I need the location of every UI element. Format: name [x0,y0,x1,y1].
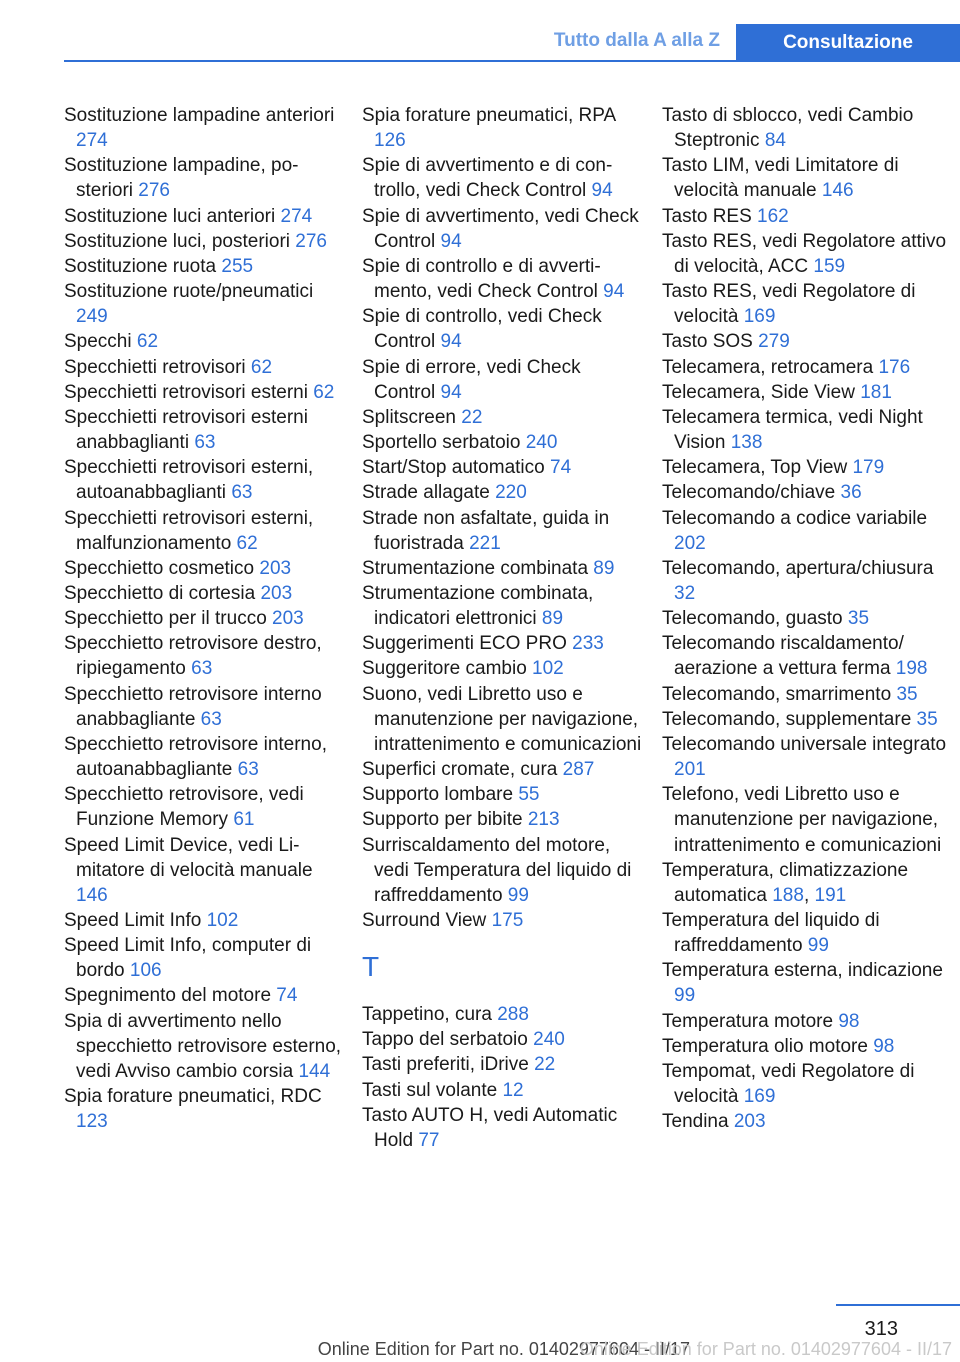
index-entry-text: Supporto per bibite [362,809,523,831]
index-page-link[interactable]: 126 [374,130,406,152]
index-page-link[interactable]: 274 [280,205,313,227]
index-entry [662,153,952,203]
index-entry-text: Telecomando/chiave [662,482,836,504]
index-entry-text: Spie di avvertimento, vedi Check Control [362,205,639,252]
index-page-link[interactable]: 94 [603,281,625,303]
index-entry-text: Sportello serbatoio [362,432,521,454]
index-entry [64,329,346,354]
index-page-link[interactable]: 287 [562,759,595,781]
index-entry-text: Supporto lombare [362,784,514,806]
index-entry-text: Spie di controllo, vedi Check Control [362,306,602,353]
index-entry [362,1103,644,1153]
index-entry [64,983,346,1008]
index-entry [64,103,346,153]
index-page-link[interactable]: 123 [76,1111,108,1133]
index-entry [362,480,644,505]
index-page-link[interactable]: 146 [821,180,854,202]
index-page-link[interactable]: 94 [440,230,462,252]
index-page-link[interactable]: 89 [541,608,564,630]
index-entry-text: Telecamera, Side View [662,381,855,403]
index-page-link[interactable]: 32 [674,582,696,604]
index-entry-text: Specchietti retrovisori esterni, malfunzionamento [64,507,314,554]
index-entry-text: Telecamera, Top View [662,457,848,479]
index-entry [662,455,952,480]
index-entry [64,1009,346,1084]
index-page-link[interactable]: 99 [674,985,696,1007]
index-page-link[interactable]: 77 [418,1129,440,1151]
index-entry-text: Tasti sul volante [362,1079,498,1101]
index-page-link[interactable]: 94 [440,381,462,403]
index-entry-text: Telecomando, guasto [662,608,843,630]
index-entry-text: Start/Stop automatico [362,457,545,479]
index-entry-text: Sostituzione ruota [64,255,217,277]
index-page-link[interactable]: 35 [916,708,938,730]
index-entry [662,480,952,505]
index-entry [64,355,346,380]
index-entry-text: Tasti preferiti, iDrive [362,1054,529,1076]
index-entry [64,908,346,933]
index-entry-text: Spia forature pneumatici, RPA [362,105,616,126]
index-entry [64,229,346,254]
index-page-link[interactable]: 74 [550,457,572,479]
index-entry [362,581,644,631]
index-entry [362,782,644,807]
index-entry [662,329,952,354]
index-entry [64,581,346,606]
index-entry-text: Tasto RES, vedi Regolatore di velocità [662,281,916,328]
index-entry [64,833,346,908]
index-entry [362,204,644,254]
header-tab-label: Consultazione [736,24,960,62]
index-page-link[interactable]: 89 [593,557,615,579]
index-entry [362,254,644,304]
index-entry [362,355,644,405]
index-entry [64,933,346,983]
index-page-link[interactable]: 22 [461,406,483,428]
index-entry-text: Tasto AUTO H, vedi Automatic Hold [362,1104,618,1151]
index-page-link[interactable]: 106 [129,960,162,982]
index-page-link[interactable]: 62 [136,331,159,353]
index-entry [64,405,346,455]
index-entry-text: Tappetino, cura [362,1004,492,1026]
index-page-link[interactable]: 201 [674,759,706,781]
index-entry [662,1009,952,1034]
index-page-link[interactable]: 146 [76,884,108,906]
index-entry-text: Sostituzione ruote/pneumatici [64,281,314,303]
index-page-link[interactable]: 221 [469,532,501,554]
index-page-link[interactable]: 288 [497,1004,529,1026]
index-entry [662,782,952,857]
index-page-link[interactable]: 94 [440,331,462,353]
index-page-link[interactable]: 61 [233,809,255,831]
index-page-link[interactable]: 202 [674,532,706,554]
page-header [0,0,960,62]
index-entry-text: Spia forature pneumatici, RDC [64,1086,322,1108]
index-page-link[interactable]: 179 [852,457,885,479]
index-page-link[interactable]: 36 [840,482,862,504]
index-entry [662,103,952,153]
index-page-link[interactable]: 159 [813,255,846,277]
index-entry-text: Spegnimento del motore [64,985,272,1007]
index-page-link[interactable]: 240 [525,432,558,454]
index-entry [662,1109,952,1134]
index-entry [662,606,952,631]
footer-rule [836,1304,960,1306]
index-page-link[interactable]: 55 [518,784,540,806]
index-entry [362,656,644,681]
index-entry: Temperatura, climatizzazione automatica 188, 191 [662,859,909,906]
index-entry [662,405,952,455]
page-number: 313 [864,1318,898,1340]
index-page-link[interactable]: 63 [231,482,253,504]
header-rule [64,60,960,62]
index-entry [362,103,644,153]
index-page-link[interactable]: 203 [733,1111,766,1133]
index-entry-text: Specchietti retrovisori esterni anabbaglianti [64,406,308,454]
index-entry-text: Strade non asfaltate, guida in fuoristrada [362,507,610,554]
index-entry [64,153,346,203]
index-entry [362,1078,644,1103]
index-entry [362,1052,644,1077]
index-entry-text: Specchietti retrovisori esterni [64,381,308,403]
index-page-link[interactable]: 188 [772,884,804,906]
index-page-link[interactable]: 98 [838,1010,860,1032]
index-page-link[interactable]: 203 [259,557,292,579]
index-entry [662,1059,952,1109]
index-entry-text: Specchietto retrovisore destro, ripiegamento [64,633,322,680]
index-entry [662,958,952,1008]
index-entry-text: Spia di avvertimento nello specchietto retrovisore esterno, vedi Avviso cambio corsia [64,1010,342,1082]
index-entry-text: Telecomando riscaldamento/ aerazione a vettura ferma [662,633,904,680]
index-entry-text: Sostituzione lampadine anteriori [64,105,335,126]
index-entry-text: Speed Limit Device, vedi Limitatore di velocità manuale [64,834,313,881]
index-entry-text: Telecomando universale integrato [662,733,947,755]
index-page-link[interactable]: 35 [896,683,918,705]
index-entry-text: Tempomat, vedi Regolatore di velocità [662,1060,915,1108]
index-page-link[interactable]: 175 [491,910,524,931]
index-entry-text: Temperatura, climatizzazione automatica [662,859,909,906]
index-entry-text: Telecamera termica, vedi Night Vision [662,406,923,454]
index-entry [362,631,644,656]
index-column-2 [362,103,644,1153]
index-entry-text: Temperatura esterna, indicazione [662,960,943,982]
index-entry [64,606,346,631]
watermark: Online Edition for Part no. 01402977604 - II/17 [579,1339,952,1359]
index-entry-text: Specchietto retrovisore interno, autoanabbagliante [64,733,327,781]
index-page-link[interactable]: 279 [758,331,790,353]
index-entry-text: Tasto SOS [662,331,753,353]
index-entry-text: Spie di controllo e di avvertimento, vedi Check Control [362,255,601,303]
index-entry-text: Tappo del serbatoio [362,1029,528,1051]
index-entry [662,732,952,782]
index-page-link[interactable]: 191 [814,884,847,906]
index-entry-text: Splitscreen [362,406,456,428]
index-page-link[interactable]: 84 [764,130,786,152]
index-entry-text: Tasto LIM, vedi Limitatore di velocità manuale [662,155,899,202]
index-entry-text: Specchietti retrovisori [64,356,246,378]
index-entry-text: Tendina [662,1111,729,1133]
index-entry-text: Specchietti retrovisori esterni, autoanabbaglianti [64,457,314,504]
index-entry [362,556,644,581]
index-page-link[interactable]: 181 [860,381,892,403]
index-entry-text: Specchietto cosmetico [64,557,255,579]
index-entry [362,455,644,480]
index-column-3 [662,103,952,1134]
index-entry-text: Tasto di sblocco, vedi Cambio Steptronic [662,105,914,152]
index-entry-text: Speed Limit Info, computer di bordo [64,935,312,982]
index-page-link[interactable]: 198 [895,658,928,680]
index-page-link[interactable]: 203 [272,608,304,630]
index-page-link[interactable]: 240 [533,1029,565,1051]
index-page-link[interactable]: 274 [76,130,108,152]
index-entry [64,682,346,732]
index-entry-text: Tasto RES, vedi Regolatore attivo di velocità, ACC [662,230,947,277]
index-entry [64,631,346,681]
index-entry-text: Tasto RES [662,205,752,227]
index-entry [662,682,952,707]
index-entry-text: Specchietto per il trucco [64,608,267,630]
index-entry [362,833,644,908]
index-entry-text: Telecamera, retrocamera [662,356,874,378]
index-entry-text: Surriscaldamento del motore, vedi Temperatura del liquido di raffreddamento [362,834,632,906]
section-letter: T [362,951,380,983]
index-entry-text: Temperatura del liquido di raffreddamento [662,910,880,957]
index-entry-text: Suono, vedi Libretto uso e manutenzione per navigazione, intrattenimento e comunicazioni [362,683,642,755]
index-entry-text: Speed Limit Info [64,910,202,931]
index-entry [64,380,346,405]
index-entry-text: Superfici cromate, cura [362,759,558,781]
index-page-link[interactable]: 99 [507,884,529,906]
index-page-link[interactable]: 169 [743,306,776,328]
index-entry [362,807,644,832]
index-entry [64,782,346,832]
index-page-link[interactable]: 98 [873,1035,895,1057]
index-entry-text: Strumentazione combinata [362,557,589,579]
index-entry-text: Sostituzione lampadine, posteriori [64,155,299,202]
index-entry [64,254,346,279]
index-column-1 [64,103,346,1134]
index-entry [362,430,644,455]
index-entry [662,1034,952,1059]
index-entry [662,204,952,229]
index-entry [64,1084,346,1134]
index-page-link[interactable]: 94 [591,180,613,202]
index-entry [662,908,952,958]
index-entry [64,556,346,581]
index-page-link[interactable]: 99 [807,935,829,957]
index-entry [362,153,644,203]
index-entry [64,506,346,556]
index-entry-text: Specchietto retrovisore, vedi Funzione Memory [64,784,304,831]
index-page-link[interactable]: 62 [313,381,335,403]
index-page-link[interactable]: 63 [194,432,216,454]
index-page-link[interactable]: 203 [260,582,293,604]
index-entry [64,455,346,505]
index-entry-text: Telecomando a codice variabile [662,507,928,529]
index-entry-text: Temperatura olio motore [662,1035,868,1057]
index-entry-text: Telefono, vedi Libretto uso e manutenzione per navigazione, intrattenimento e comunicazioni [662,784,942,856]
index-entry-text: Sostituzione luci, posteriori [64,230,290,252]
index-entry-text: Specchietto di cortesia [64,582,256,604]
index-entry [362,908,644,933]
index-entry-text: Telecomando, supplementare [662,708,912,730]
index-page-link[interactable]: 255 [221,255,254,277]
index-page-link[interactable]: 22 [534,1054,556,1076]
index-entry [662,707,952,732]
index-page-link[interactable]: 102 [206,910,239,931]
index-entry-text: Suggerimenti ECO PRO [362,633,567,655]
index-page-link[interactable]: 233 [572,633,604,655]
index-page-link[interactable]: 276 [295,230,327,252]
index-entry-text: Surround View [362,910,487,931]
index-entry-text: Specchietto retrovisore interno anabbagliante [64,683,322,730]
index-entry-text: Sostituzione luci anteriori [64,205,276,227]
index-entry-text: Specchi [64,331,132,353]
index-entry-text: Suggeritore cambio [362,658,527,680]
index-entry [362,757,644,782]
index-entry-text: Spie di errore, vedi Check Control [362,356,581,403]
index-page-link[interactable]: 169 [743,1086,776,1108]
index-page-link[interactable]: 144 [298,1060,331,1082]
index-entry [362,1027,644,1052]
index-entry-text: Spie di avvertimento e di controllo, vedi Check Control [362,155,613,202]
index-page-link[interactable]: 276 [138,180,170,202]
index-entry [362,1002,644,1027]
index-page-link[interactable]: 63 [200,708,222,730]
index-entry [362,405,644,430]
index-entry [662,380,952,405]
index-page-link[interactable]: 35 [847,608,870,630]
edition-note: Online Edition for Part no. 01402977604 - II/17 [317,1339,690,1359]
index-page-link[interactable]: 138 [730,432,763,454]
index-page-link[interactable]: 176 [878,356,911,378]
header-section-title: Tutto dalla A alla Z [553,30,720,51]
index-page-link[interactable]: 63 [237,759,259,781]
index-page-link[interactable]: 63 [191,658,213,680]
index-entry [662,556,952,606]
index-entry [662,506,952,556]
index-entry-text: Strumentazione combinata, indicatori elettronici [362,582,594,630]
index-page-link[interactable]: 74 [276,985,298,1007]
index-page-link[interactable]: 213 [527,809,560,831]
index-entry [64,279,346,329]
index-entry [64,732,346,782]
index-page-link[interactable]: 62 [236,532,258,554]
index-page-link[interactable]: 62 [250,356,273,378]
index-page-link[interactable]: 102 [532,658,564,680]
index-entry [662,631,952,681]
index-entry [362,682,644,757]
index-page-link[interactable]: 12 [502,1079,524,1101]
index-entry [662,279,952,329]
index-entry [362,304,644,354]
index-entry [662,229,952,279]
index-entry [662,355,952,380]
index-entry-text: Strade allagate [362,482,490,504]
index-page-link[interactable]: 162 [757,205,789,227]
index-page-link[interactable]: 220 [495,482,527,504]
index-entry [362,506,644,556]
index-entry-text: Telecomando, apertura/chiusura [662,557,934,579]
index-entry-text: Temperatura motore [662,1010,834,1032]
index-entry-text: Telecomando, smarrimento [662,683,892,705]
index-page-link[interactable]: 249 [76,306,108,328]
index-entry [64,204,346,229]
